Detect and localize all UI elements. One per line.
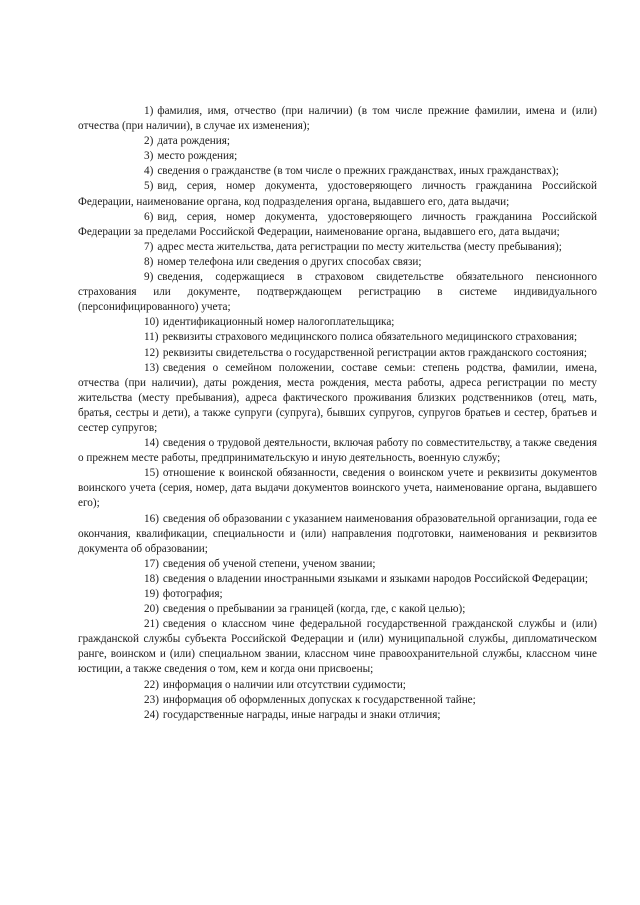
item-number: 4) bbox=[144, 165, 154, 178]
item-number: 11) bbox=[144, 331, 159, 344]
item-text: вид, серия, номер документа, удостоверяющего личность гражданина Российской Федерации, наименование органа, код подразделения органа, выдавшего его, дата выдачи; bbox=[78, 180, 597, 208]
item-text: информация об оформленных допусках к государственной тайне; bbox=[162, 693, 476, 706]
item-text: сведения о гражданстве (в том числе о прежних гражданствах, иных гражданствах); bbox=[157, 165, 559, 178]
list-item bbox=[78, 572, 597, 587]
item-text: сведения, содержащиеся в страховом свидетельстве обязательного пенсионного страхования или документе, подтверждающем регистрацию в системе индивидуального (персонифицированного) учета; bbox=[78, 271, 597, 314]
item-text: информация о наличии или отсутствии судимости; bbox=[162, 678, 406, 691]
list-item bbox=[78, 179, 597, 209]
document-page bbox=[78, 104, 597, 723]
item-text: реквизиты страхового медицинского полиса обязательного медицинского страхования; bbox=[162, 331, 578, 344]
item-number: 12) bbox=[144, 346, 159, 359]
list-item bbox=[78, 149, 597, 164]
item-text: сведения о трудовой деятельности, включая работу по совместительству, а также сведения о прежнем месте работы, предпринимательскую и иную деятельность, военную службу; bbox=[78, 437, 597, 465]
item-number: 3) bbox=[144, 150, 154, 163]
item-number: 6) bbox=[144, 210, 154, 223]
item-number: 24) bbox=[144, 708, 159, 721]
item-number: 16) bbox=[144, 512, 159, 525]
item-number: 13) bbox=[144, 361, 159, 374]
item-text: место рождения; bbox=[157, 150, 238, 163]
item-number: 8) bbox=[144, 255, 154, 268]
item-text: дата рождения; bbox=[157, 135, 231, 148]
item-text: номер телефона или сведения о других способах связи; bbox=[157, 255, 422, 268]
list-item bbox=[78, 210, 597, 240]
item-text: фотография; bbox=[162, 588, 223, 600]
list-item bbox=[78, 617, 597, 677]
item-text: сведения о классном чине федеральной государственной гражданской службы и (или) гражданской службы субъекта Российской Федерации и (или) муниципальной службы, дипломатическом ранге, воинском и (или) специальном звании, классном чине правоохранительной службы, классном чине юстиции, а также сведения о том, кем и когда они присвоены; bbox=[78, 618, 597, 676]
item-number: 9) bbox=[144, 271, 154, 284]
item-text: отношение к воинской обязанности, сведения о воинском учете и реквизиты документов воинского учета (серия, номер, дата выдачи документов воинского учета, наименование органа, выдавшего его); bbox=[78, 467, 597, 510]
list-item bbox=[78, 436, 597, 466]
item-number: 23) bbox=[144, 693, 159, 706]
item-number: 21) bbox=[144, 618, 159, 631]
list-item bbox=[78, 512, 597, 557]
item-text: вид, серия, номер документа, удостоверяющего личность гражданина Российской Федерации за пределами Российской Федерации, наименование органа, выдавшего его, дата выдачи; bbox=[78, 210, 597, 238]
list-item bbox=[78, 104, 597, 134]
list-item bbox=[78, 602, 597, 617]
item-number: 10) bbox=[144, 316, 159, 329]
list-item bbox=[78, 361, 597, 436]
item-number: 17) bbox=[144, 557, 159, 570]
list-item bbox=[78, 346, 597, 361]
item-text: государственные награды, иные награды и знаки отличия; bbox=[162, 708, 441, 721]
item-text: сведения об ученой степени, ученом звании; bbox=[162, 557, 376, 570]
item-number: 5) bbox=[144, 180, 154, 193]
item-number: 19) bbox=[144, 588, 159, 600]
item-text: адрес места жительства, дата регистрации по месту жительства (месту пребывания); bbox=[157, 240, 562, 253]
item-number: 2) bbox=[144, 135, 154, 148]
list-item bbox=[78, 557, 597, 572]
item-number: 18) bbox=[144, 572, 159, 585]
item-number: 1) bbox=[144, 105, 154, 117]
list-item bbox=[78, 134, 597, 149]
item-text: сведения об образовании с указанием наименования образовательной организации, года ее окончания, квалификации, специальности и (или) направления подготовки, наименования и реквизитов документа об образовании; bbox=[78, 512, 597, 555]
item-number: 20) bbox=[144, 603, 159, 616]
list-item bbox=[78, 466, 597, 511]
list-item bbox=[78, 693, 597, 708]
item-text: сведения о пребывании за границей (когда, где, с какой целью); bbox=[162, 603, 466, 616]
list-item bbox=[78, 270, 597, 315]
list-item bbox=[78, 678, 597, 693]
list-item bbox=[78, 587, 597, 602]
item-number: 7) bbox=[144, 240, 154, 253]
list-item bbox=[78, 315, 597, 330]
item-text: сведения о владении иностранными языками и языками народов Российской Федерации; bbox=[162, 572, 588, 585]
item-number: 15) bbox=[144, 467, 159, 480]
item-text: фамилия, имя, отчество (при наличии) (в том числе прежние фамилии, имена и (или) отчества (при наличии), в случае их изменения); bbox=[78, 105, 597, 133]
list-item bbox=[78, 330, 597, 345]
item-text: сведения о семейном положении, составе семьи: степень родства, фамилии, имена, отчества (при наличии), даты рождения, места рождения, места работы, адреса регистрации по месту жительства (месту пребывания), адреса фактического проживания близких родственников (отец, мать, братья, сестры и дети), а также супруги (супруга), бывших супругов, супругов братьев и сестер, братьев и сестер супругов; bbox=[78, 361, 597, 434]
list-item bbox=[78, 255, 597, 270]
list-item bbox=[78, 708, 597, 723]
item-number: 22) bbox=[144, 678, 159, 691]
item-number: 14) bbox=[144, 437, 159, 450]
item-text: идентификационный номер налогоплательщика; bbox=[162, 316, 395, 329]
list-item bbox=[78, 240, 597, 255]
item-text: реквизиты свидетельства о государственной регистрации актов гражданского состояния; bbox=[162, 346, 587, 359]
list-item bbox=[78, 164, 597, 179]
